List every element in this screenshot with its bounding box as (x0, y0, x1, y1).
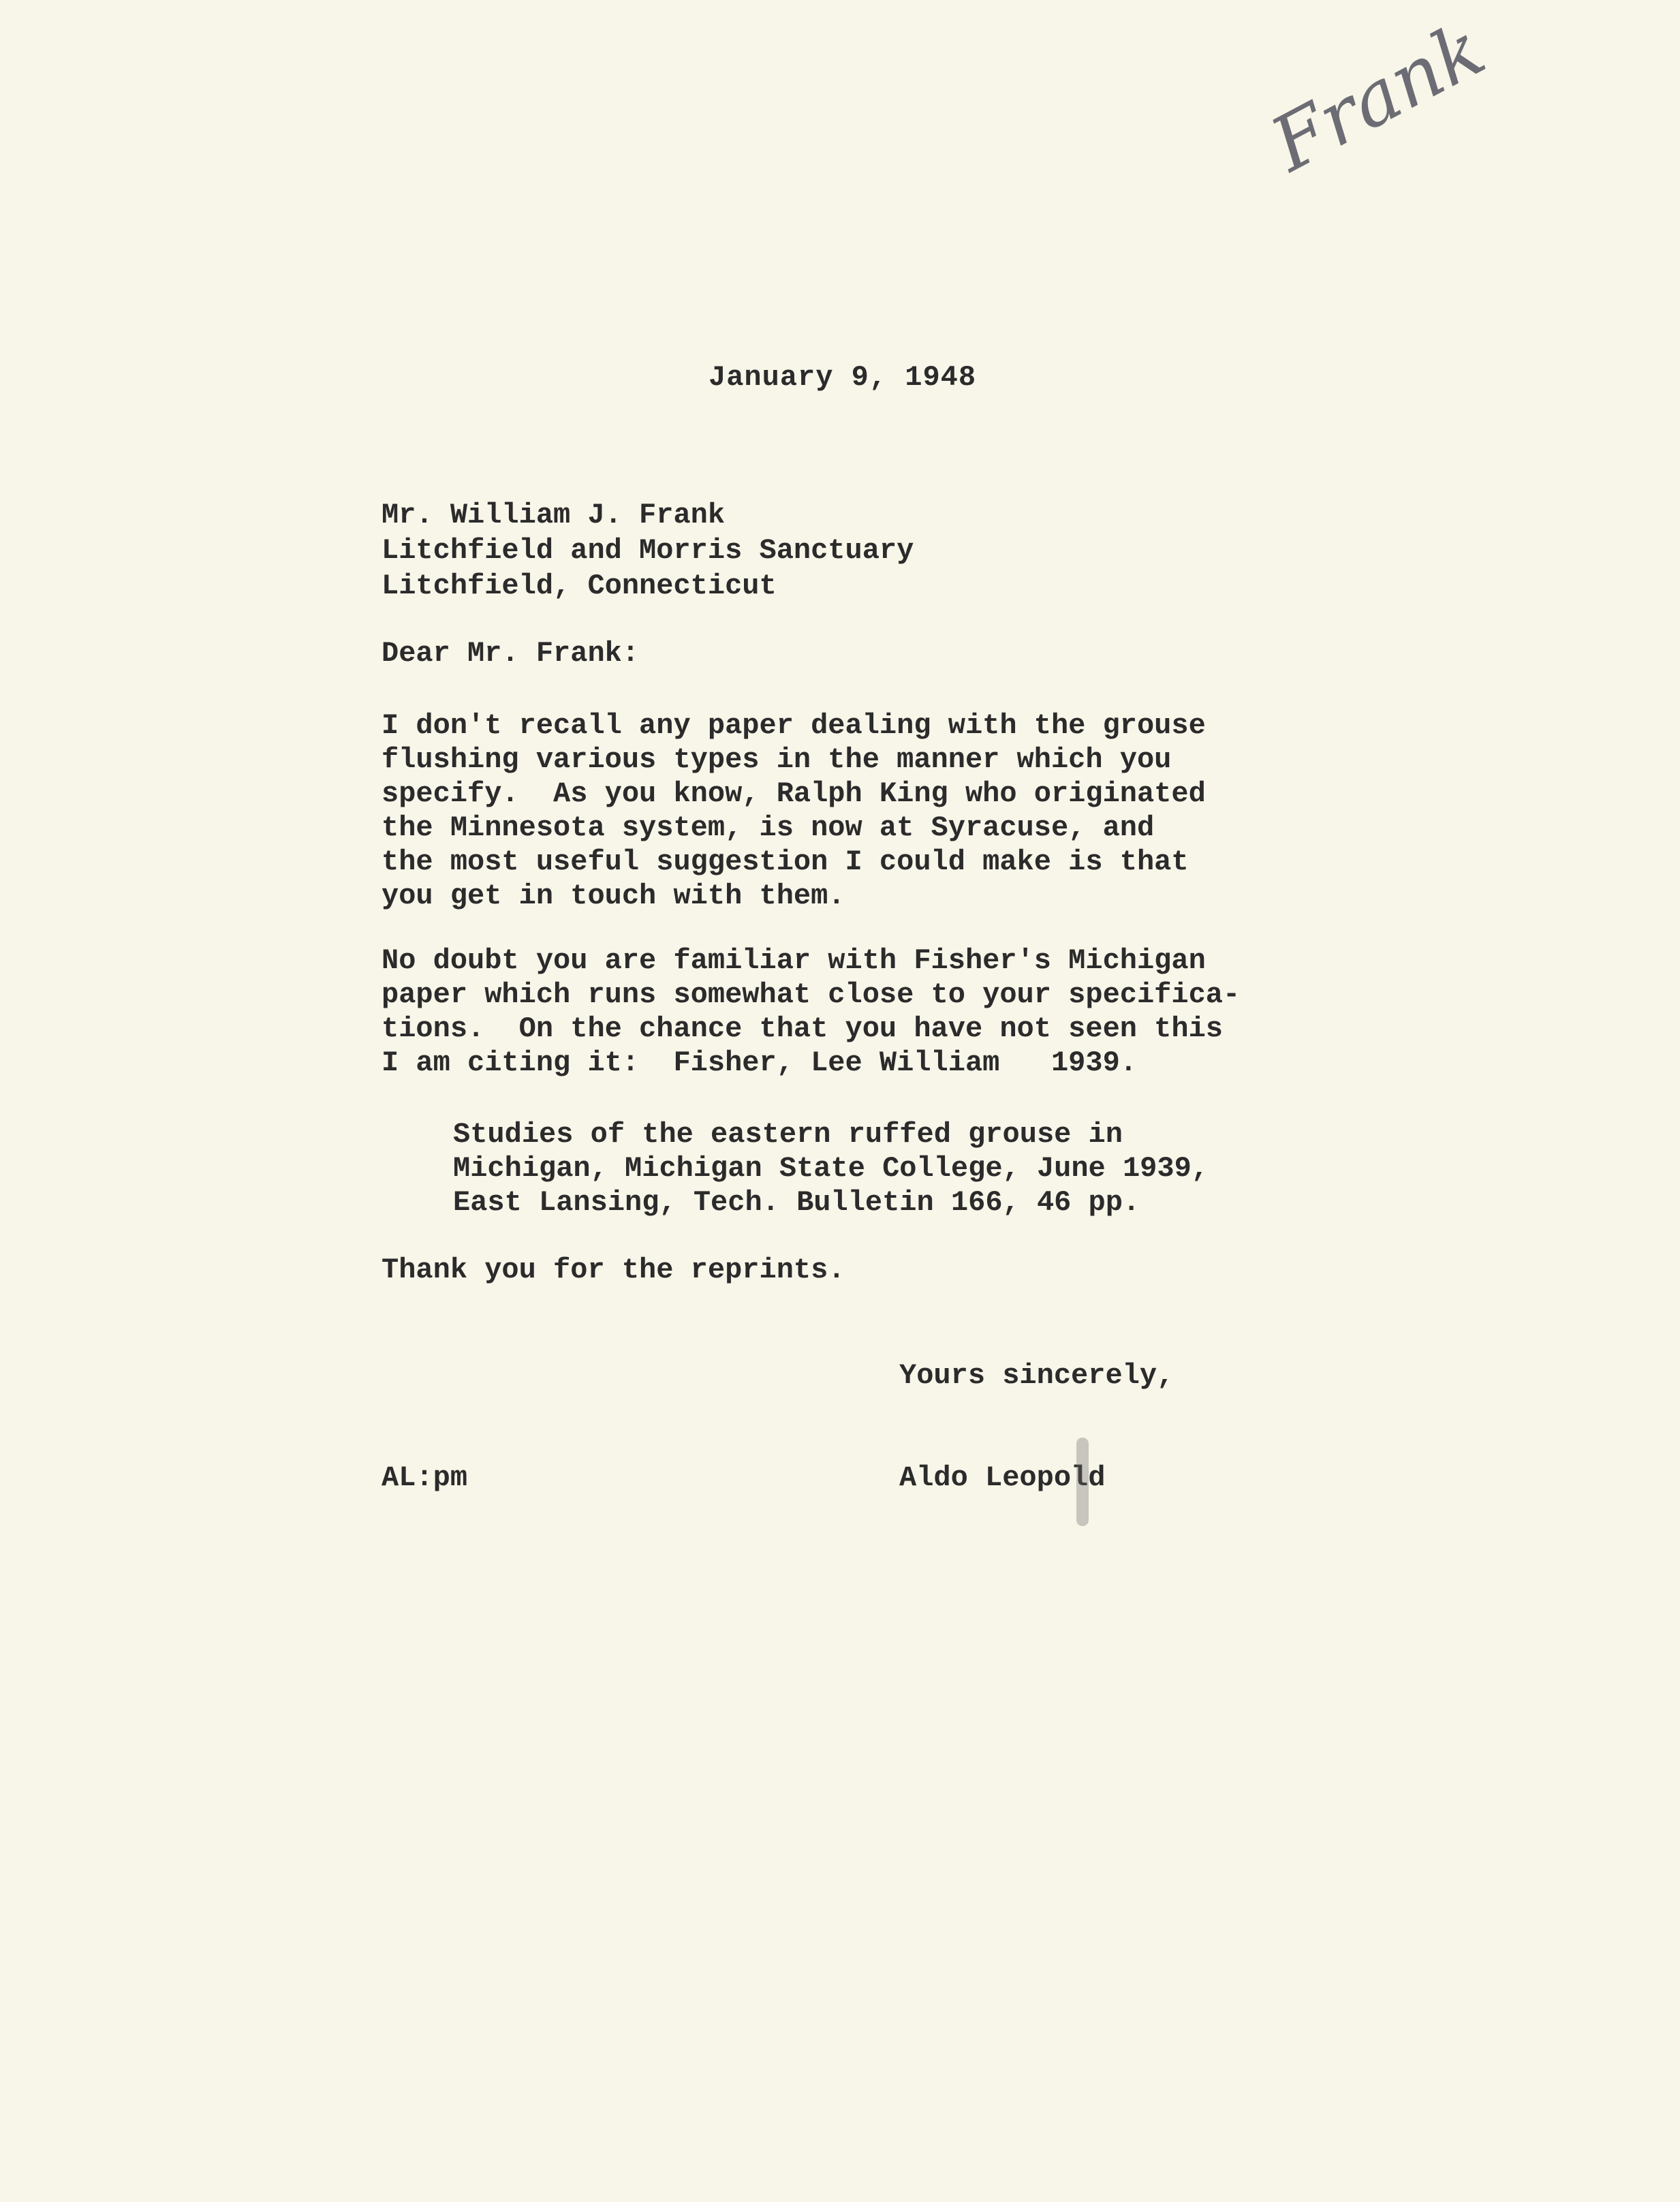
citation-block (453, 1117, 1209, 1220)
paragraph-line: paper which runs somewhat close to your specifica- (382, 978, 1241, 1011)
paragraph-line: you get in touch with them. (382, 880, 845, 912)
body-paragraph-2 (382, 944, 1240, 1080)
paragraph-line: specify. As you know, Ralph King who originated (382, 777, 1206, 810)
citation-line: Studies of the eastern ruffed grouse in (453, 1118, 1123, 1151)
address-line: Litchfield and Morris Sanctuary (382, 534, 914, 567)
typist-initials: AL:pm (382, 1461, 468, 1494)
body-paragraph-1 (382, 709, 1206, 913)
paragraph-line: I don't recall any paper dealing with the grouse (382, 709, 1206, 742)
citation-line: East Lansing, Tech. Bulletin 166, 46 pp. (453, 1186, 1140, 1219)
ink-smudge (1076, 1438, 1089, 1526)
salutation: Dear Mr. Frank: (382, 637, 640, 670)
paragraph-line: No doubt you are familiar with Fisher's Michigan (382, 944, 1206, 977)
thanks-line: Thank you for the reprints. (382, 1254, 845, 1286)
paragraph-line: I am citing it: Fisher, Lee William 1939. (382, 1046, 1137, 1079)
paragraph-line: tions. On the chance that you have not seen this (382, 1012, 1224, 1045)
typed-signature: Aldo Leopold (899, 1461, 1106, 1494)
address-line: Mr. William J. Frank (382, 499, 726, 531)
closing: Yours sincerely, (899, 1359, 1175, 1392)
handwritten-annotation: Frank (1257, 5, 1499, 189)
paragraph-line: the most useful suggestion I could make is that (382, 846, 1189, 878)
address-line: Litchfield, Connecticut (382, 570, 777, 602)
paragraph-line: the Minnesota system, is now at Syracuse, and (382, 811, 1155, 844)
recipient-address (382, 497, 914, 604)
letter-date: January 9, 1948 (709, 361, 977, 394)
citation-line: Michigan, Michigan State College, June 1939, (453, 1152, 1209, 1185)
paragraph-line: flushing various types in the manner which you (382, 743, 1172, 776)
